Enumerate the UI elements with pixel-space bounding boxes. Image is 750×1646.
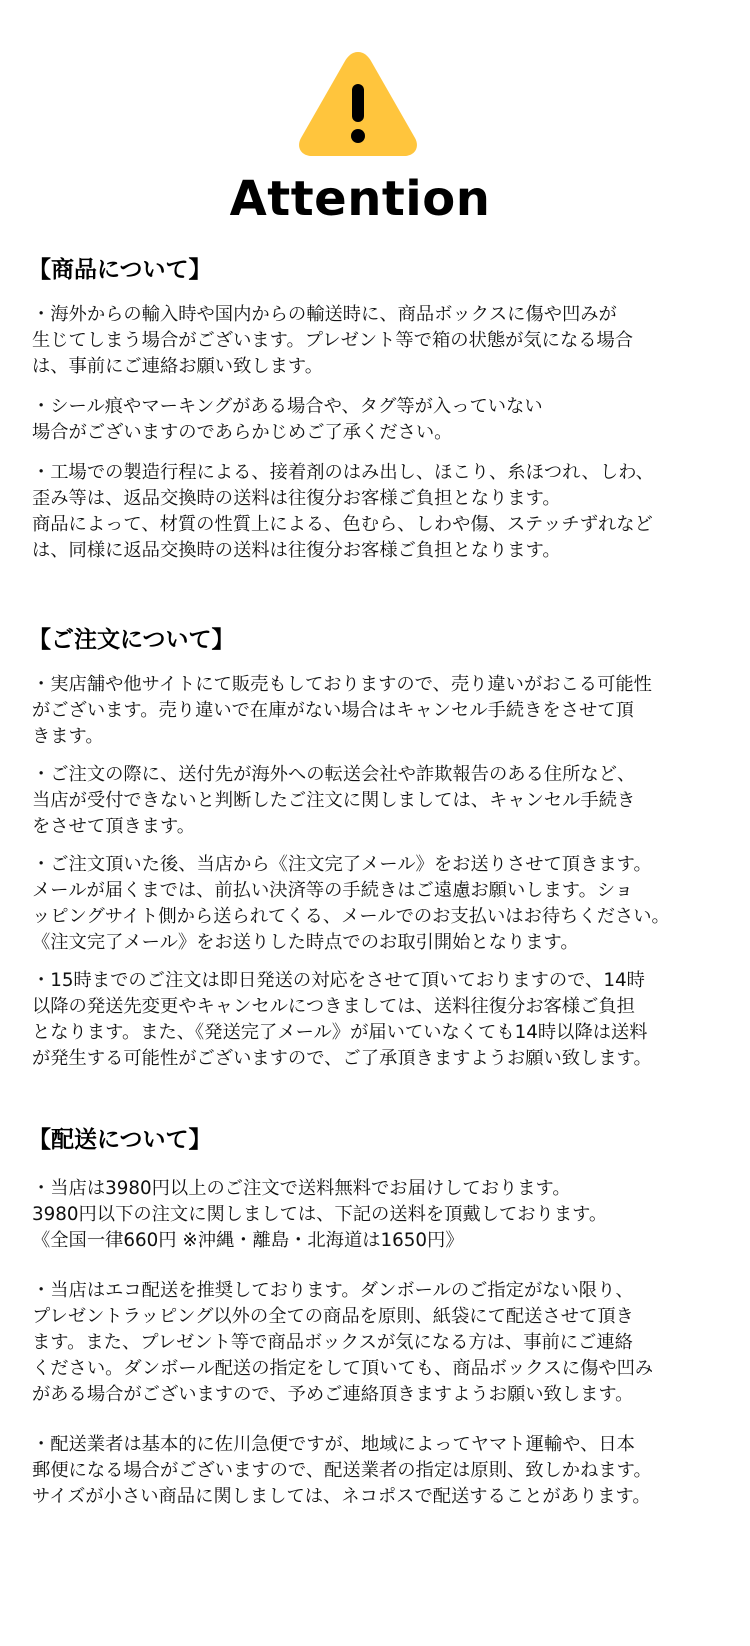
section-heading-shipping: 【配送について】	[28, 1127, 212, 1153]
notice-paragraph: ・配送業者は基本的に佐川急便ですが、地域によってヤマト運輸や、日本 郵便になる場合がございますので、配送業者の指定は原則、致しかねます。 サイズが小さい商品に関しましては、ネコポスで配送することがあります。	[32, 1434, 652, 1507]
notice-paragraph: ・ご注文頂いた後、当店から《注文完了メール》をお送りさせて頂きます。 メールが届くまでは、前払い決済等の手続きはご遠慮お願いします。ショ ッピングサイト側から送られてくる、メールでのお支払いはお待ちください。 《注文完了メール》をお送りした時点でのお取引開始となります。	[32, 854, 670, 953]
page-title: Attention	[229, 171, 491, 227]
section-heading-product: 【商品について】	[28, 257, 212, 283]
notice-paragraph: ・当店は3980円以上のご注文で送料無料でお届けしております。 3980円以下の注文に関しましては、下記の送料を頂戴しております。 《全国一律660円 ※沖縄・離島・北海道は1650円》	[32, 1178, 608, 1251]
notice-paragraph: ・ご注文の際に、送付先が海外への転送会社や詐欺報告のある住所など、 当店が受付できないと判断したご注文に関しましては、キャンセル手続き をさせて頂きます。	[32, 764, 636, 837]
attention-header	[0, 0, 750, 240]
notice-paragraph: ・工場での製造行程による、接着剤のはみ出し、ほこり、糸ほつれ、しわ、 歪み等は、返品交換時の送料は往復分お客様ご負担となります。 商品によって、材質の性質上による、色むら、しわや傷、ステッチずれなど は、同様に返品交換時の送料は往復分お客様ご負担となります。	[32, 462, 654, 561]
notice-paragraph: ・当店はエコ配送を推奨しております。ダンボールのご指定がない限り、 プレゼントラッピング以外の全ての商品を原則、紙袋にて配送させて頂き ます。また、プレゼント等で商品ボックスが気になる方は、事前にご連絡 ください。ダンボール配送の指定をして頂いても、商品ボックスに傷や凹み がある場合がございますので、予めご連絡頂きますようお願い致します。	[32, 1280, 654, 1405]
section-heading-order: 【ご注文について】	[28, 627, 235, 653]
notice-paragraph: ・15時までのご注文は即日発送の対応をさせて頂いておりますので、14時 以降の発送先変更やキャンセルにつきましては、送料往復分お客様ご負担 となります。また、《発送完了メール》が届いていなくても14時以降は送料 が発生する可能性がございますので、ご了承頂きますようお願い致します。	[32, 970, 652, 1069]
notice-paragraph: ・海外からの輸入時や国内からの輸送時に、商品ボックスに傷や凹みが 生じてしまう場合がございます。プレゼント等で箱の状態が気になる場合 は、事前にご連絡お願い致します。	[32, 304, 634, 377]
notice-paragraph: ・実店舗や他サイトにて販売もしておりますので、売り違いがおこる可能性 がございます。売り違いで在庫がない場合はキャンセル手続きをさせて頂 きます。	[32, 674, 652, 747]
notice-paragraph: ・シール痕やマーキングがある場合や、タグ等が入っていない 場合がございますのであらかじめご了承ください。	[32, 396, 543, 443]
warning-triangle-icon	[296, 48, 420, 160]
